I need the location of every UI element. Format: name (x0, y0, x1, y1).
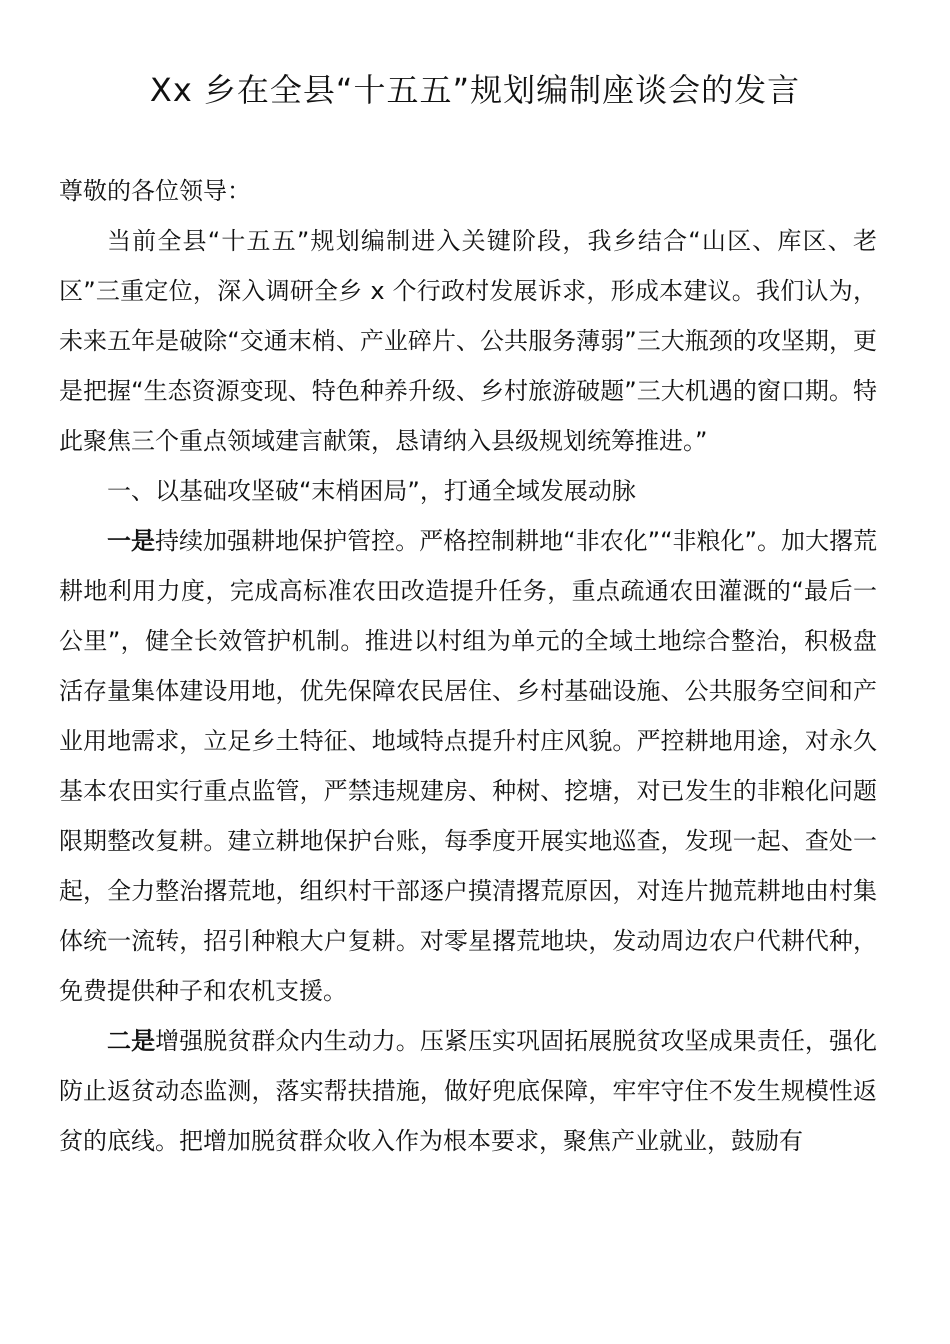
section-heading-1: 一、以基础攻坚破“末梢困局”，打通全域发展动脉 (107, 477, 636, 505)
intro-paragraph: 当前全县“十五五”规划编制进入关键阶段，我乡结合“山区、库区、老区”三重定位，深入调研全乡 x 个行政村发展诉求，形成本建议。我们认为，未来五年是破除“交通末梢、产业碎片、公共服务薄弱”三大瓶颈的攻坚期，更是把握“生态资源变现、特色种养升级、乡村旅游破题”三大机遇的窗口期。特此聚焦三个重点领域建言献策，恳请纳入县级规划统筹推进。” (59, 227, 877, 455)
point-paragraph-2 (59, 1016, 877, 1166)
point-text-1: 持续加强耕地保护管控。严格控制耕地“非农化”“非粮化”。加大撂荒耕地利用力度，完成高标准农田改造提升任务，重点疏通农田灌溉的“最后一公里”，健全长效管护机制。推进以村组为单元的全域土地综合整治，积极盘活存量集体建设用地，优先保障农民居住、乡村基础设施、公共服务空间和产业用地需求，立足乡土特征、地域特点提升村庄风貌。严控耕地用途，对永久基本农田实行重点监管，严禁违规建房、种树、挖塘，对已发生的非粮化问题限期整改复耕。建立耕地保护台账，每季度开展实地巡查，发现一起、查处一起，全力整治撂荒地，组织村干部逐户摸清撂荒原因，对连片抛荒耕地由村集体统一流转，招引种粮大户复耕。对零星撂荒地块，发动周边农户代耕代种，免费提供种子和农机支援。 (59, 527, 878, 1005)
point-lead-1: 一是 (107, 527, 156, 555)
point-text-2: 增强脱贫群众内生动力。压紧压实巩固拓展脱贫攻坚成果责任，强化防止返贫动态监测，落实帮扶措施，做好兜底保障，牢牢守住不发生规模性返贫的底线。把增加脱贫群众收入作为根本要求，聚焦产业就业，鼓励有 (59, 1027, 878, 1155)
document-body (59, 166, 877, 1166)
point-lead-2: 二是 (107, 1027, 156, 1055)
document-title: Xx 乡在全县“十五五”规划编制座谈会的发言 (149, 71, 801, 109)
point-paragraph-1 (59, 516, 877, 1016)
salutation: 尊敬的各位领导： (59, 177, 251, 205)
